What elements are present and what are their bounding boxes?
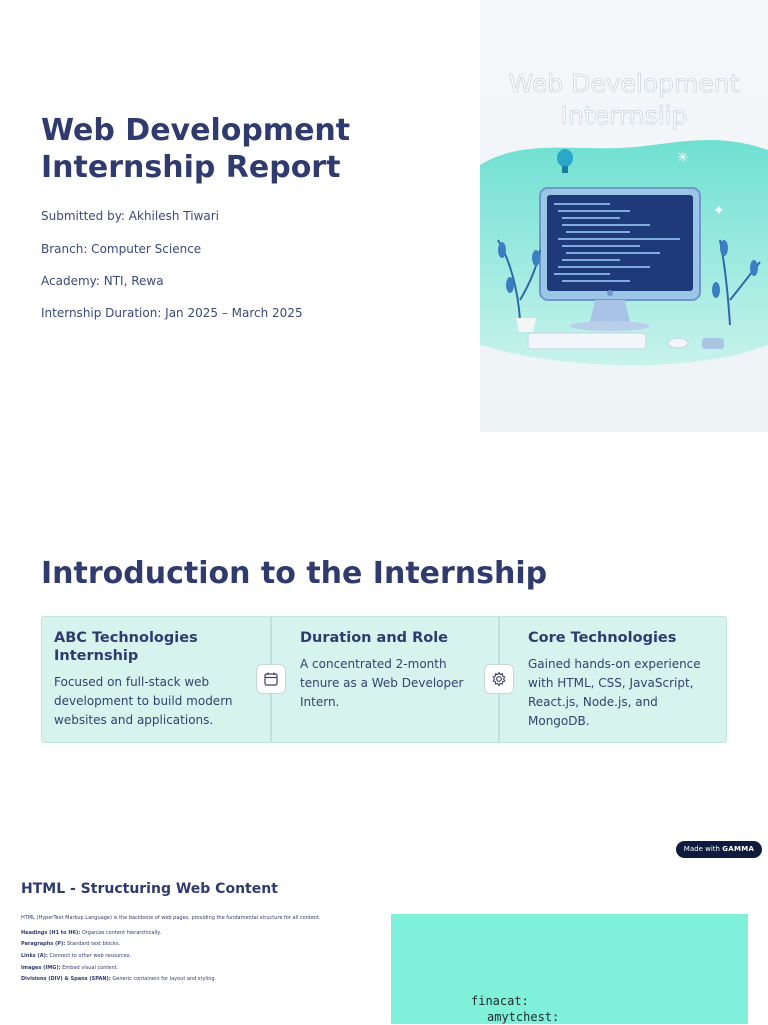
item-term: Images (IMG): [21, 965, 61, 971]
code-line: amytchest: [487, 1010, 560, 1024]
svg-text:Web Development: Web Development [508, 69, 740, 98]
svg-text:✦: ✦ [713, 203, 725, 219]
card-heading: ABC Technologies Internship [54, 630, 198, 664]
intro-cards [41, 616, 727, 743]
item-desc: Standard text blocks. [66, 941, 121, 947]
hero-illustration [480, 0, 768, 432]
card-duration-role [300, 617, 480, 742]
html-list-item [21, 976, 216, 982]
report-title: Web Development Internship Report [41, 113, 351, 185]
code-image-panel [391, 914, 748, 1024]
made-with-gamma-badge[interactable] [676, 841, 762, 858]
html-list-item [21, 941, 120, 947]
html-section-title: HTML - Structuring Web Content [21, 881, 278, 897]
badge-prefix: Made with [683, 845, 720, 853]
html-list-item [21, 965, 118, 971]
item-desc: Generic containers for layout and styling. [112, 976, 217, 982]
card-core-technologies [528, 617, 714, 742]
svg-text:✳: ✳ [677, 150, 689, 166]
html-intro: HTML (HyperText Markup Language) is the backbone of web pages, providing the fundamental structure for all content. [21, 915, 321, 921]
card-heading: Duration and Role [300, 630, 448, 646]
card-body: Gained hands-on experience with HTML, CSS, JavaScript, React.js, Node.js, and MongoDB. [528, 657, 701, 728]
item-term: Links (A): [21, 953, 48, 959]
card-heading: Core Technologies [528, 630, 677, 646]
gear-icon [484, 664, 514, 694]
html-list-item [21, 930, 161, 936]
item-term: Divisions (DIV) & Spans (SPAN): [21, 976, 111, 982]
academy: Academy: NTI, Rewa [41, 274, 164, 288]
card-body: A concentrated 2-month tenure as a Web Developer Intern. [300, 657, 464, 709]
item-desc: Connect to other web resources. [49, 953, 132, 959]
item-desc: Embed visual content. [62, 965, 119, 971]
submitted-by: Submitted by: Akhilesh Tiwari [41, 209, 220, 223]
internship-duration: Internship Duration: Jan 2025 – March 2025 [41, 306, 303, 320]
item-term: Headings (H1 to H6): [21, 930, 81, 936]
item-desc: Organize content hierarchically. [81, 930, 162, 936]
intro-title: Introduction to the Internship [41, 556, 548, 591]
html-list-item [21, 953, 131, 959]
svg-text:Interrnsiip: Interrnsiip [560, 101, 688, 130]
card-body: Focused on full-stack web development to build modern websites and applications. [54, 675, 233, 727]
code-line: finacat: [471, 994, 529, 1008]
badge-brand: GAMMA [722, 845, 755, 853]
branch: Branch: Computer Science [41, 242, 202, 256]
calendar-icon [256, 664, 286, 694]
item-term: Paragraphs (P): [21, 941, 66, 947]
card-abc-technologies [54, 617, 264, 742]
